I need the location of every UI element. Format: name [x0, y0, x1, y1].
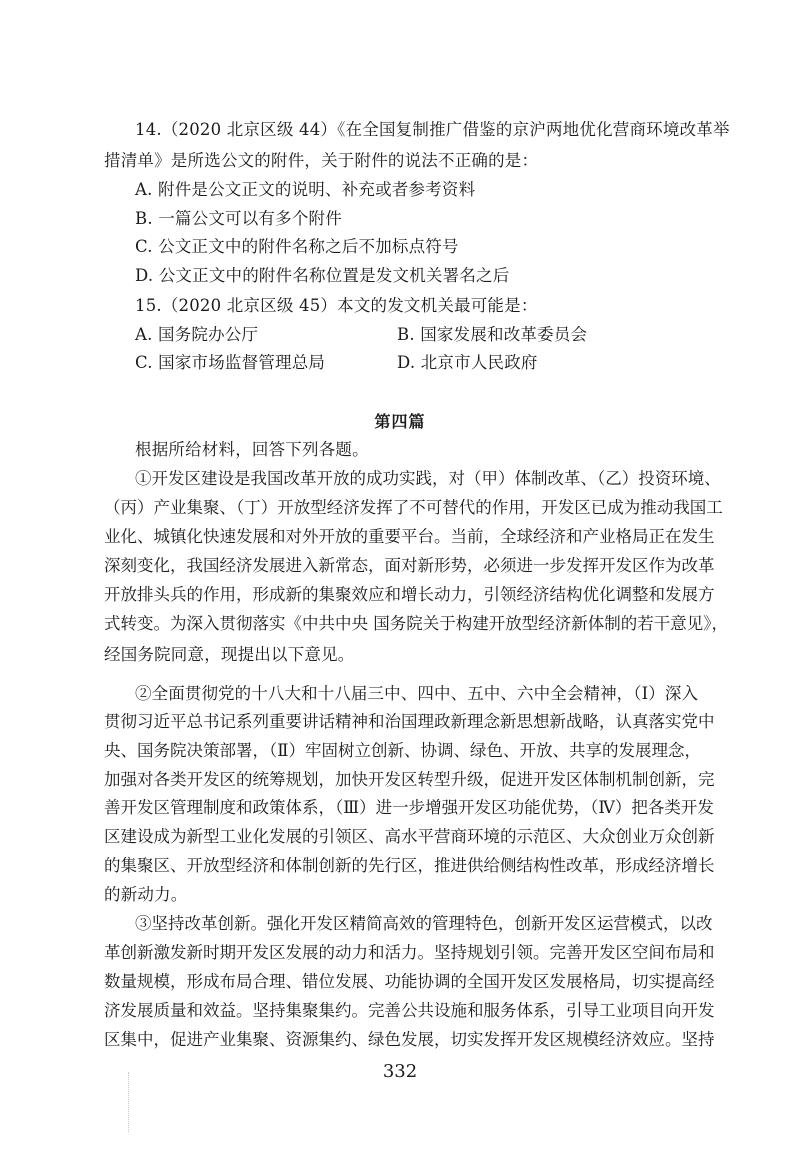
question-14-option-c: C. 公文正文中的附件名称之后不加标点符号	[135, 237, 459, 256]
paragraph-2-line: 央、国务院决策部署，（Ⅱ）牢固树立创新、协调、绿色、开放、共享的发展理念，	[104, 741, 701, 760]
question-15-option-c: C. 国家市场监督管理总局	[135, 353, 326, 372]
margin-dotted-line	[128, 1072, 131, 1132]
paragraph-1-line: 式转变。为深入贯彻落实《中共中央 国务院关于构建开放型经济新体制的若干意见》，	[104, 614, 728, 633]
paragraph-2-line: 贯彻习近平总书记系列重要讲话精神和治国理政新理念新思想新战略，认真落实党中	[104, 712, 715, 731]
question-15-stem: 15.（2020 北京区级 45）本文的发文机关最可能是：	[135, 296, 538, 315]
paragraph-2-line: 的集聚区、开放型经济和体制创新的先行区，推进供给侧结构性改革，形成经济增长	[104, 856, 715, 875]
paragraph-1-line: ①开发区建设是我国改革开放的成功实践，对（甲）体制改革、（乙）投资环境、	[135, 469, 721, 488]
paragraph-2-line: 善开发区管理制度和政策体系，（Ⅲ）进一步增强开发区功能优势，（Ⅳ）把各类开发	[104, 798, 714, 817]
paragraph-2-line: 的新动力。	[104, 885, 188, 904]
paragraph-1-line: 开放排头兵的作用，形成新的集聚效应和增长动力，引领经济结构优化调整和发展方	[104, 585, 715, 604]
paragraph-1-line: 业化、城镇化快速发展和对外开放的重要平台。当前，全球经济和产业格局正在发生	[104, 527, 715, 546]
section-title: 第四篇	[374, 412, 426, 431]
paragraph-3-line: 革创新激发新时期开发区发展的动力和活力。坚持规划引领。完善开发区空间布局和	[104, 943, 715, 962]
paragraph-1-line: 深刻变化，我国经济发展进入新常态，面对新形势，必须进一步发挥开发区作为改革	[104, 556, 715, 575]
question-14-option-b: B. 一篇公文可以有多个附件	[135, 209, 342, 228]
paragraph-1-line: 经国务院同意，现提出以下意见。	[104, 645, 355, 664]
question-14-stem-line-2: 措清单》是所选公文的附件，关于附件的说法不正确的是：	[104, 151, 539, 170]
question-14-stem-line-1: 14.（2020 北京区级 44）《在全国复制推广借鉴的京沪两地优化营商环境改革举	[135, 120, 730, 139]
paragraph-2-line: ②全面贯彻党的十八大和十八届三中、四中、五中、六中全会精神，（Ⅰ）深入	[135, 684, 698, 703]
question-14-option-a: A. 附件是公文正文的说明、补充或者参考资料	[135, 180, 476, 199]
section-instruction: 根据所给材料，回答下列各题。	[135, 440, 369, 459]
paragraph-3-line: ③坚持改革创新。强化开发区精简高效的管理特色，创新开发区运营模式，以改	[135, 914, 713, 933]
paragraph-3-line: 数量规模，形成布局合理、错位发展、功能协调的全国开发区发展格局，切实提高经	[104, 972, 715, 991]
page-number: 332	[382, 1061, 418, 1082]
question-15-option-a: A. 国务院办公厅	[135, 325, 259, 344]
question-15-option-d: D. 北京市人民政府	[397, 353, 538, 372]
question-15-option-b: B. 国家发展和改革委员会	[397, 325, 588, 344]
paragraph-3-line: 区集中，促进产业集聚、资源集约、绿色发展，切实发挥开发区规模经济效应。坚持	[104, 1030, 715, 1049]
paragraph-2-line: 加强对各类开发区的统筹规划，加快开发区转型升级，促进开发区体制机制创新，完	[104, 770, 715, 789]
paragraph-2-line: 区建设成为新型工业化发展的引领区、高水平营商环境的示范区、大众创业万众创新	[104, 827, 715, 846]
question-14-option-d: D. 公文正文中的附件名称位置是发文机关署名之后	[135, 266, 510, 285]
paragraph-1-line: （丙）产业集聚、（丁）开放型经济发挥了不可替代的作用，开发区已成为推动我国工	[104, 498, 723, 517]
paragraph-3-line: 济发展质量和效益。坚持集聚集约。完善公共设施和服务体系，引导工业项目向开发	[104, 1001, 715, 1020]
